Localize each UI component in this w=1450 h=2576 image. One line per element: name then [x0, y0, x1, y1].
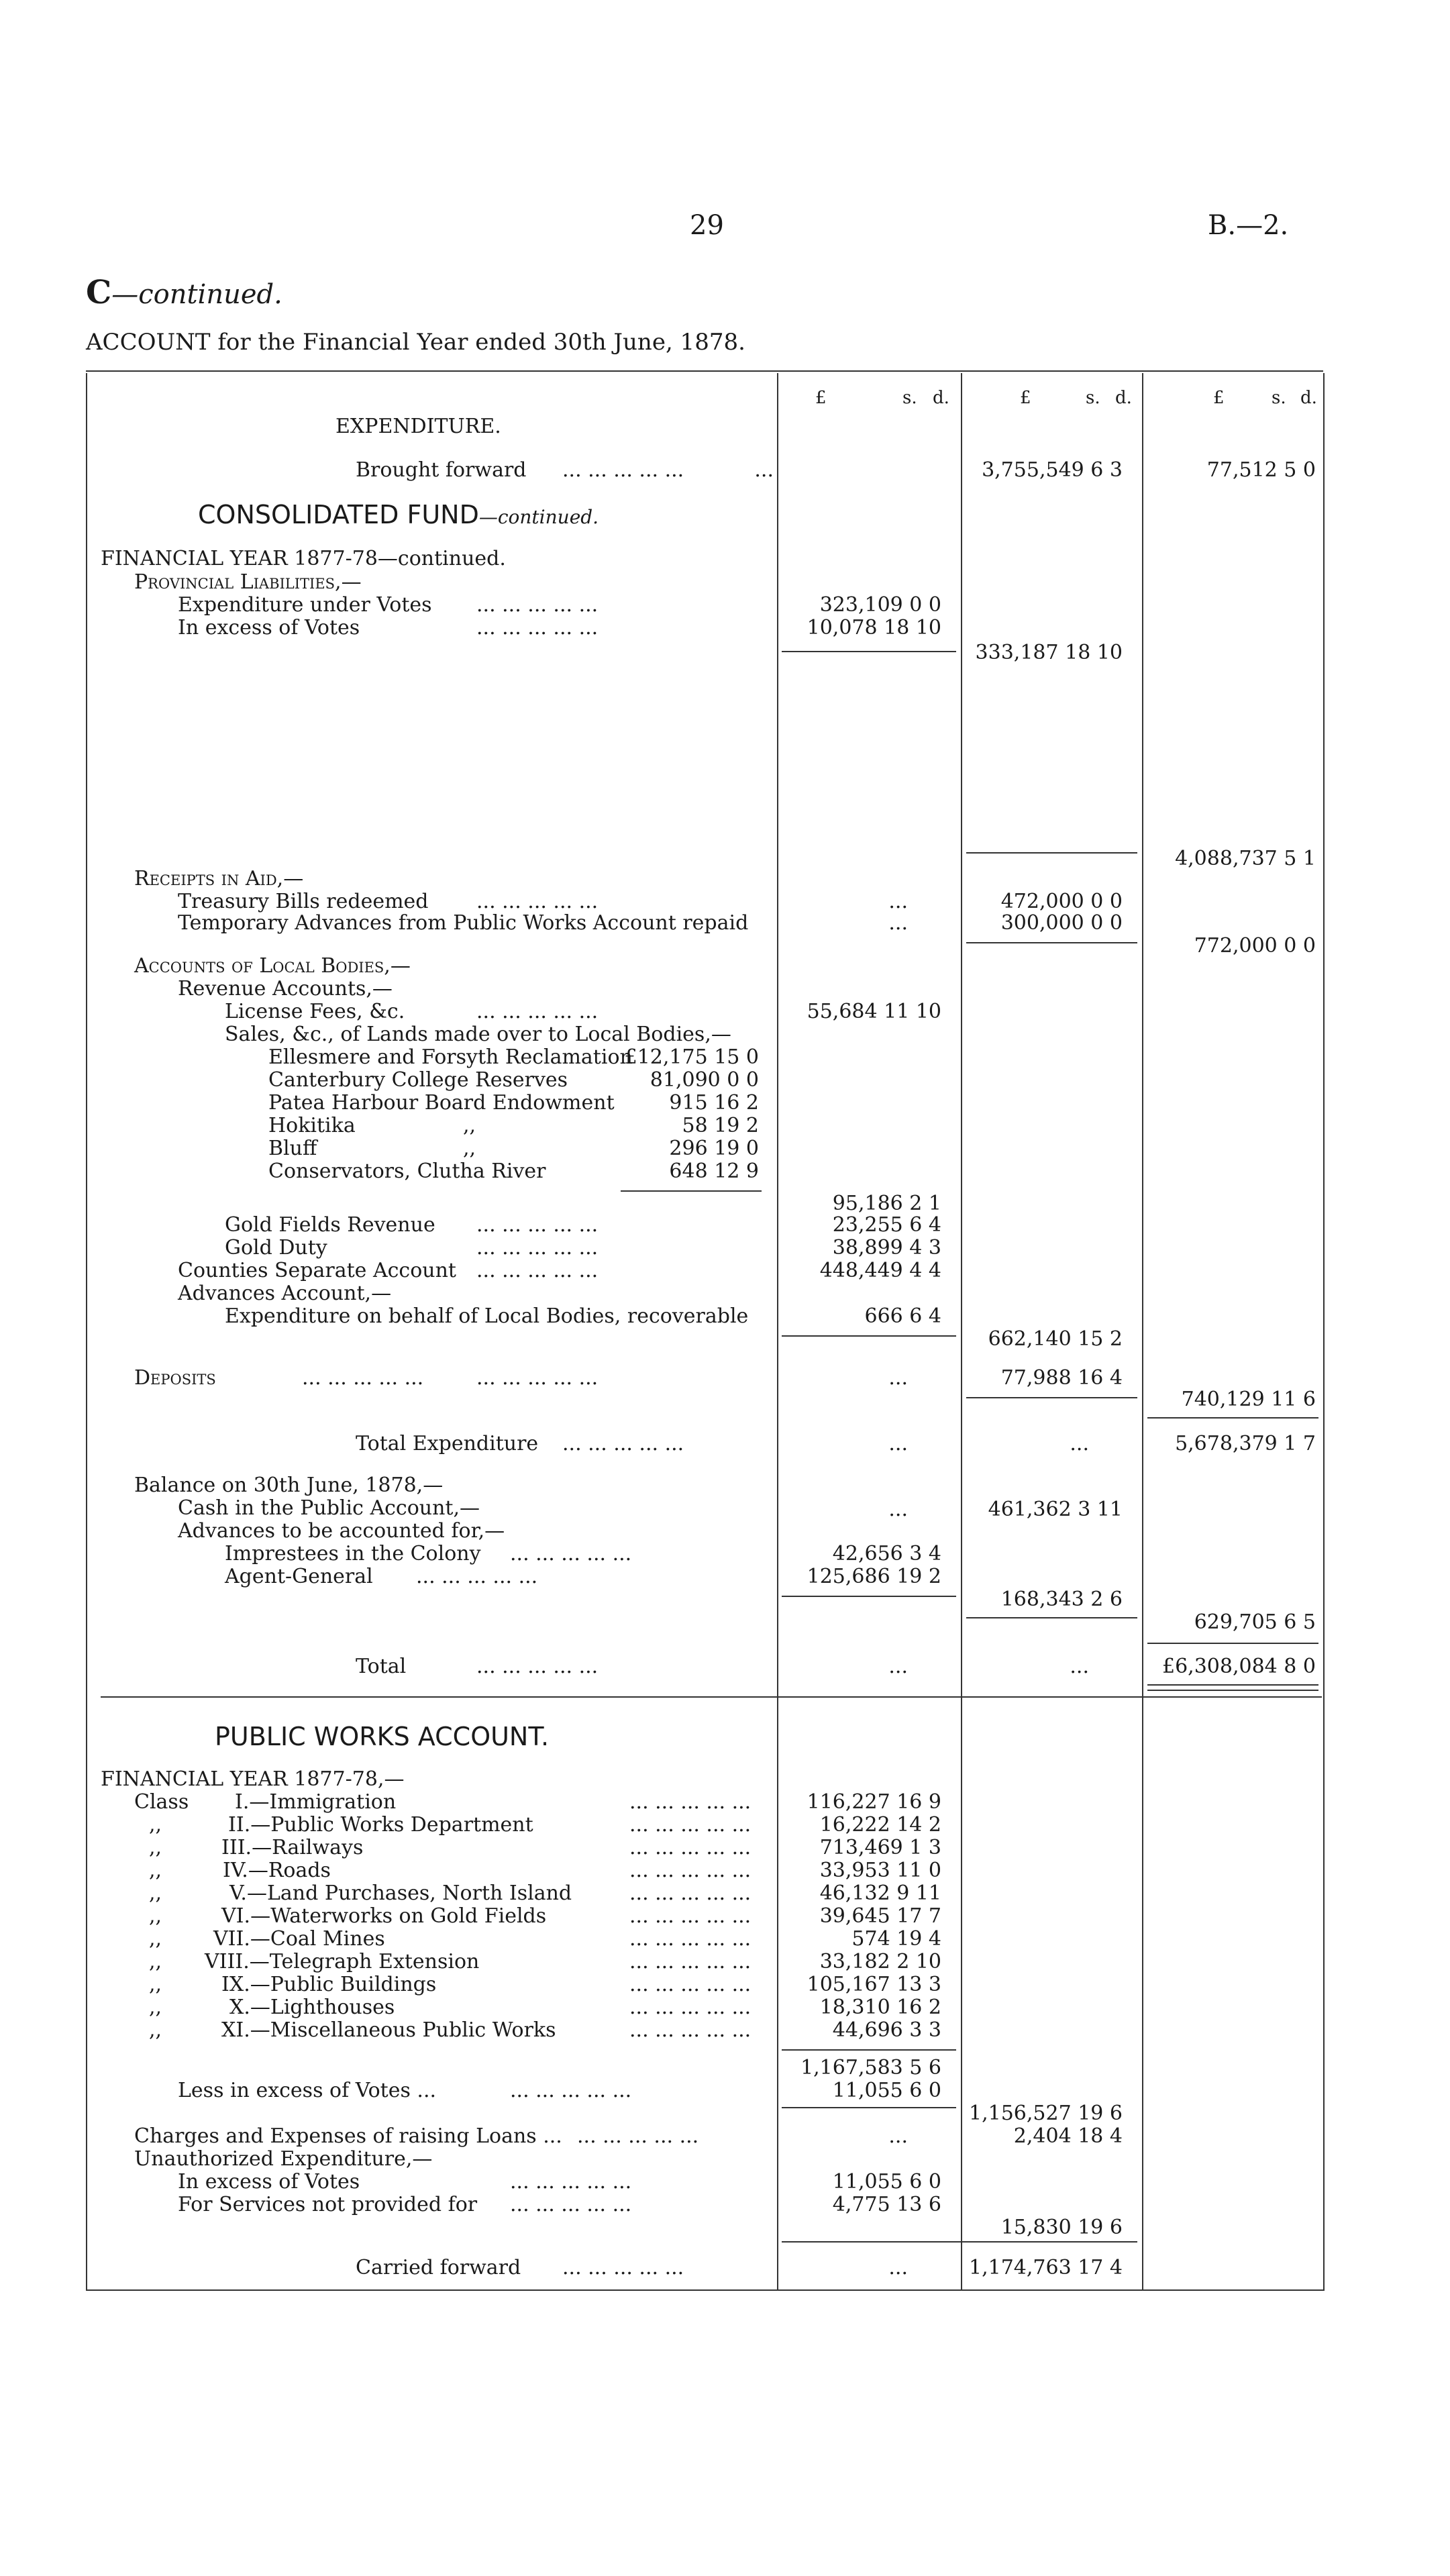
total-label: Total [356, 1655, 407, 1678]
leader-dots: ... ... ... ... ... [476, 1655, 599, 1678]
col2-pound-header: £ [1020, 388, 1031, 408]
exp-local-label: Expenditure on behalf of Local Bodies, recoverable [225, 1304, 749, 1328]
agent-general-label: Agent-General [225, 1565, 373, 1588]
counties-c1: 448,449 4 4 [819, 1259, 941, 1282]
carried-c2: 1,174,763 17 4 [968, 2256, 1123, 2279]
rule [782, 2241, 1137, 2243]
class-amount: 33,953 11 0 [819, 1859, 941, 1882]
advances-total-c2: 168,343 2 6 [1000, 1588, 1123, 1611]
leader-dots: ... ... ... ... ... [629, 1973, 752, 1996]
class-row [229, 1882, 572, 1905]
sales-item-amount: 296 19 0 [669, 1137, 759, 1160]
total-expenditure-label: Total Expenditure [356, 1432, 539, 1455]
subtotal-c3: 4,088,737 5 1 [1175, 847, 1316, 870]
leader-dots: ... ... ... ... ... [577, 2124, 699, 2148]
class-amount: 713,469 1 3 [819, 1836, 941, 1859]
class-amount: 44,696 3 3 [832, 2018, 941, 2042]
deposits-total-c3: 740,129 11 6 [1181, 1388, 1316, 1411]
class-amount: 105,167 13 3 [807, 1973, 941, 1996]
rule [966, 852, 1137, 854]
leader-dots: ... ... ... ... ... [476, 1236, 599, 1259]
sales-item-label: Ellesmere and Forsyth Reclamation [268, 1045, 633, 1069]
rule [1147, 1643, 1318, 1644]
class-num: VII. [213, 1927, 250, 1951]
receipts-heading: Receipts in Aid,— [134, 867, 304, 890]
services-c1: 4,775 13 6 [832, 2193, 941, 2216]
class-label: —Land Purchases, North Island [246, 1882, 572, 1905]
class-row [228, 1813, 533, 1837]
charges-c1: ... [888, 2124, 908, 2148]
charges-label: Charges and Expenses of raising Loans ... [134, 2124, 562, 2148]
total-exp-c3: 5,678,379 1 7 [1175, 1432, 1316, 1455]
consolidated-fund-heading [198, 500, 599, 529]
total-c2: ... [1070, 1655, 1089, 1678]
class-num: V. [229, 1882, 247, 1905]
sales-label: Sales, &c., of Lands made over to Local Bodies,— [225, 1023, 731, 1046]
table-right-rule [1323, 373, 1325, 2291]
class-row [223, 1859, 331, 1882]
leader-dots: ... ... ... ... ... [562, 1432, 684, 1455]
class-row [205, 1950, 479, 1973]
class-amount: 33,182 2 10 [819, 1950, 941, 1973]
class-num: IX. [221, 1973, 250, 1996]
balance-heading: Balance on 30th June, 1878,— [134, 1474, 444, 1497]
exp-votes-c1: 323,109 0 0 [819, 593, 941, 617]
leader-dots: ... ... ... ... ... [510, 2170, 632, 2194]
sales-item-label: Canterbury College Reserves [268, 1068, 568, 1092]
class-word: Class [134, 1790, 189, 1814]
less-excess-label: Less in excess of Votes ... [178, 2079, 437, 2102]
provincial-liabilities-heading: Provincial Liabilities,— [134, 570, 362, 594]
rule [621, 1190, 762, 1192]
page-reference: B.—2. [1208, 210, 1289, 241]
consolidated-fund-title: CONSOLIDATED FUND [198, 500, 479, 529]
brought-forward-c1: ... [754, 458, 774, 482]
agent-general-c1: 125,686 19 2 [807, 1565, 941, 1588]
class-amount: 16,222 14 2 [819, 1813, 941, 1837]
sales-item-amount: £12,175 15 0 [624, 1045, 759, 1069]
class-label: —Immigration [249, 1790, 397, 1814]
table-bottom-rule [86, 2289, 1323, 2291]
sales-item-amount: 915 16 2 [669, 1091, 759, 1115]
sales-item-label: Hokitika [268, 1114, 356, 1137]
deposits-label: Deposits [134, 1366, 216, 1390]
class-num: XI. [221, 2018, 250, 2042]
leader-dots: ... ... ... ... ... [476, 1259, 599, 1282]
class-label: —Public Works Department [250, 1813, 533, 1837]
unauth-excess-label: In excess of Votes [178, 2170, 360, 2194]
local-total-c2: 662,140 15 2 [988, 1327, 1123, 1351]
section-letter: C [86, 274, 112, 311]
class-row [221, 1973, 436, 1996]
page-number: 29 [690, 210, 724, 241]
class-label: —Miscellaneous Public Works [250, 2018, 556, 2042]
ditto-mark: ,, [463, 1137, 476, 1160]
treasury-c2: 472,000 0 0 [1000, 890, 1123, 913]
total-c3: £6,308,084 8 0 [1161, 1655, 1316, 1678]
ditto-mark: ,, [149, 1859, 162, 1882]
col1-left-rule [777, 373, 778, 2291]
imprestees-c1: 42,656 3 4 [832, 1542, 941, 1565]
account-title: ACCOUNT for the Financial Year ended 30th June, 1878. [86, 329, 745, 356]
temp-adv-c2: 300,000 0 0 [1000, 911, 1123, 935]
advances-accounted-label: Advances to be accounted for,— [178, 1519, 505, 1543]
exp-votes-label: Expenditure under Votes [178, 593, 432, 617]
local-bodies-heading: Accounts of Local Bodies,— [134, 954, 411, 978]
leader-dots: ... ... ... ... ... [629, 2018, 752, 2042]
section-continued: —continued. [111, 279, 282, 310]
leader-dots: ... ... ... ... ... [510, 2193, 632, 2216]
ditto-mark: ,, [149, 2018, 162, 2042]
excess-votes-c1: 10,078 18 10 [807, 616, 941, 639]
class-row [213, 1927, 385, 1951]
receipts-total-c3: 772,000 0 0 [1194, 934, 1316, 958]
ditto-mark: ,, [149, 1904, 162, 1928]
leader-dots: ... ... ... ... ... [562, 2256, 684, 2279]
revenue-accounts-heading: Revenue Accounts,— [178, 977, 393, 1000]
consolidated-fund-continued: —continued. [478, 506, 599, 528]
prov-total-c2: 333,187 18 10 [975, 641, 1123, 664]
sales-item-amount: 58 19 2 [682, 1114, 759, 1137]
leader-dots: ... ... ... ... ... [510, 2079, 632, 2102]
double-rule [1147, 1684, 1318, 1686]
ditto-mark: ,, [149, 1996, 162, 2019]
class-label: —Railways [252, 1836, 364, 1859]
gold-revenue-label: Gold Fields Revenue [225, 1213, 435, 1237]
col2-left-rule [961, 373, 962, 2291]
leader-dots: ... ... ... ... ... [476, 1213, 599, 1237]
col1-s-header: s. [902, 388, 917, 408]
carried-forward-label: Carried forward [356, 2256, 521, 2279]
leader-dots: ... ... ... ... ... [629, 1813, 752, 1837]
class-row [229, 1996, 395, 2019]
ditto-mark: ,, [149, 1927, 162, 1951]
cash-label: Cash in the Public Account,— [178, 1496, 480, 1520]
sales-item-label: Bluff [268, 1137, 317, 1160]
ditto-mark: ,, [149, 1813, 162, 1837]
leader-dots: ... ... ... ... ... [302, 1366, 424, 1390]
leader-dots: ... ... ... ... ... [629, 1927, 752, 1951]
total-exp-c1: ... [888, 1432, 908, 1455]
unauth-excess-c1: 11,055 6 0 [832, 2170, 941, 2194]
gold-duty-c1: 38,899 4 3 [832, 1236, 941, 1259]
class-num: II. [228, 1813, 251, 1837]
leader-dots: ... ... ... ... ... [629, 1859, 752, 1882]
carried-c1: ... [888, 2256, 908, 2279]
gold-duty-label: Gold Duty [225, 1236, 327, 1259]
leader-dots: ... ... ... ... ... [476, 616, 599, 639]
class-row [221, 2018, 556, 2042]
less-excess-c1: 11,055 6 0 [832, 2079, 941, 2102]
deposits-c1: ... [888, 1366, 908, 1390]
rule [782, 2107, 956, 2108]
class-amount: 18,310 16 2 [819, 1996, 941, 2019]
col3-left-rule [1142, 373, 1143, 2291]
balance-total-c3: 629,705 6 5 [1194, 1610, 1316, 1634]
class-label: —Coal Mines [250, 1927, 385, 1951]
counties-label: Counties Separate Account [178, 1259, 456, 1282]
sales-item-amount: 648 12 9 [669, 1160, 759, 1183]
class-amount: 46,132 9 11 [819, 1882, 941, 1905]
cash-c1: ... [888, 1498, 908, 1521]
sales-item-label: Patea Harbour Board Endowment [268, 1091, 615, 1115]
sales-total-c1: 95,186 2 1 [832, 1192, 941, 1215]
ditto-mark: ,, [149, 1950, 162, 1973]
leader-dots: ... ... ... ... ... [629, 1996, 752, 2019]
class-amount: 116,227 16 9 [807, 1790, 941, 1814]
class-label: —Telegraph Extension [249, 1950, 480, 1973]
class-num: VI. [221, 1904, 251, 1928]
brought-forward-c2: 3,755,549 6 3 [982, 458, 1123, 482]
sales-item-label: Conservators, Clutha River [268, 1160, 546, 1183]
charges-c2: 2,404 18 4 [1013, 2124, 1123, 2148]
class-num: III. [221, 1836, 252, 1859]
rule [966, 1617, 1137, 1618]
classes-total-c1: 1,167,583 5 6 [800, 2056, 941, 2079]
class-amount: 574 19 4 [851, 1927, 941, 1951]
net-c2: 1,156,527 19 6 [968, 2102, 1123, 2125]
class-num: IV. [223, 1859, 248, 1882]
leader-dots: ... ... ... ... ... [629, 1836, 752, 1859]
col1-d-header: d. [933, 388, 949, 408]
rule [966, 1397, 1137, 1398]
col3-d-header: d. [1300, 388, 1317, 408]
ditto-mark: ,, [149, 1973, 162, 1996]
col2-d-header: d. [1115, 388, 1132, 408]
leader-dots: ... ... ... ... ... [629, 1904, 752, 1928]
class-label: —Waterworks on Gold Fields [250, 1904, 547, 1928]
deposits-c2: 77,988 16 4 [1000, 1366, 1123, 1390]
temp-adv-label: Temporary Advances from Public Works Account repaid [178, 911, 749, 935]
class-label: —Roads [248, 1859, 331, 1882]
table-top-rule [86, 370, 1323, 372]
rule [782, 1596, 956, 1597]
col3-pound-header: £ [1213, 388, 1225, 408]
section-divider [101, 1696, 1322, 1698]
fy-heading: FINANCIAL YEAR 1877-78—continued. [101, 547, 506, 570]
leader-dots: ... ... ... ... ... [629, 1950, 752, 1973]
class-row [221, 1836, 363, 1859]
leader-dots: ... ... ... ... ... [629, 1882, 752, 1905]
section-heading [86, 274, 282, 311]
rule [782, 651, 956, 652]
ditto-mark: ,, [149, 1836, 162, 1859]
total-exp-c2: ... [1070, 1432, 1089, 1455]
license-c1: 55,684 11 10 [807, 1000, 941, 1023]
col3-s-header: s. [1272, 388, 1286, 408]
treasury-c1: ... [888, 890, 908, 913]
class-label: —Public Buildings [250, 1973, 437, 1996]
double-rule [1147, 1690, 1318, 1691]
advances-heading: Advances Account,— [178, 1282, 392, 1305]
leader-dots: ... ... ... ... ... [510, 1542, 632, 1565]
gold-revenue-c1: 23,255 6 4 [832, 1213, 941, 1237]
leader-dots: ... ... ... ... ... [476, 593, 599, 617]
class-num: I. [235, 1790, 250, 1814]
class-row [235, 1790, 396, 1814]
ditto-mark: ,, [149, 1882, 162, 1905]
class-num: VIII. [205, 1950, 250, 1973]
class-amount: 39,645 17 7 [819, 1904, 941, 1928]
unauth-total-c2: 15,830 19 6 [1000, 2216, 1123, 2239]
pw-fy-heading: FINANCIAL YEAR 1877-78,— [101, 1767, 405, 1791]
col2-s-header: s. [1086, 388, 1100, 408]
excess-votes-label: In excess of Votes [178, 616, 360, 639]
imprestees-label: Imprestees in the Colony [225, 1542, 481, 1565]
services-label: For Services not provided for [178, 2193, 478, 2216]
leader-dots: ... ... ... ... ... [476, 890, 599, 913]
treasury-label: Treasury Bills redeemed [178, 890, 429, 913]
col1-pound-header: £ [815, 388, 827, 408]
leader-dots: ... ... ... ... ... [476, 1000, 599, 1023]
leader-dots: ... ... ... ... ... [629, 1790, 752, 1814]
brought-forward-c3: 77,512 5 0 [1206, 458, 1316, 482]
ditto-mark: ,, [463, 1114, 476, 1137]
class-row [221, 1904, 546, 1928]
class-num: X. [229, 1996, 250, 2019]
brought-forward-label: Brought forward [356, 458, 527, 482]
license-label: License Fees, &c. [225, 1000, 405, 1023]
class-label: —Lighthouses [250, 1996, 395, 2019]
leader-dots: ... ... ... ... ... [476, 1366, 599, 1390]
rule [782, 2049, 956, 2051]
leader-dots: ... ... ... ... ... [416, 1565, 538, 1588]
public-works-heading: PUBLIC WORKS ACCOUNT. [215, 1722, 550, 1751]
cash-c2: 461,362 3 11 [988, 1498, 1123, 1521]
rule [966, 942, 1137, 943]
table-left-rule [86, 373, 87, 2291]
sales-item-amount: 81,090 0 0 [650, 1068, 759, 1092]
expenditure-heading: EXPENDITURE. [335, 415, 501, 438]
unauthorized-heading: Unauthorized Expenditure,— [134, 2147, 433, 2171]
exp-local-c1: 666 6 4 [864, 1304, 941, 1328]
leader-dots: ... ... ... ... ... [562, 458, 684, 482]
rule [1147, 1417, 1318, 1419]
rule [782, 1335, 956, 1337]
total-c1: ... [888, 1655, 908, 1678]
temp-adv-c1: ... [888, 911, 908, 935]
